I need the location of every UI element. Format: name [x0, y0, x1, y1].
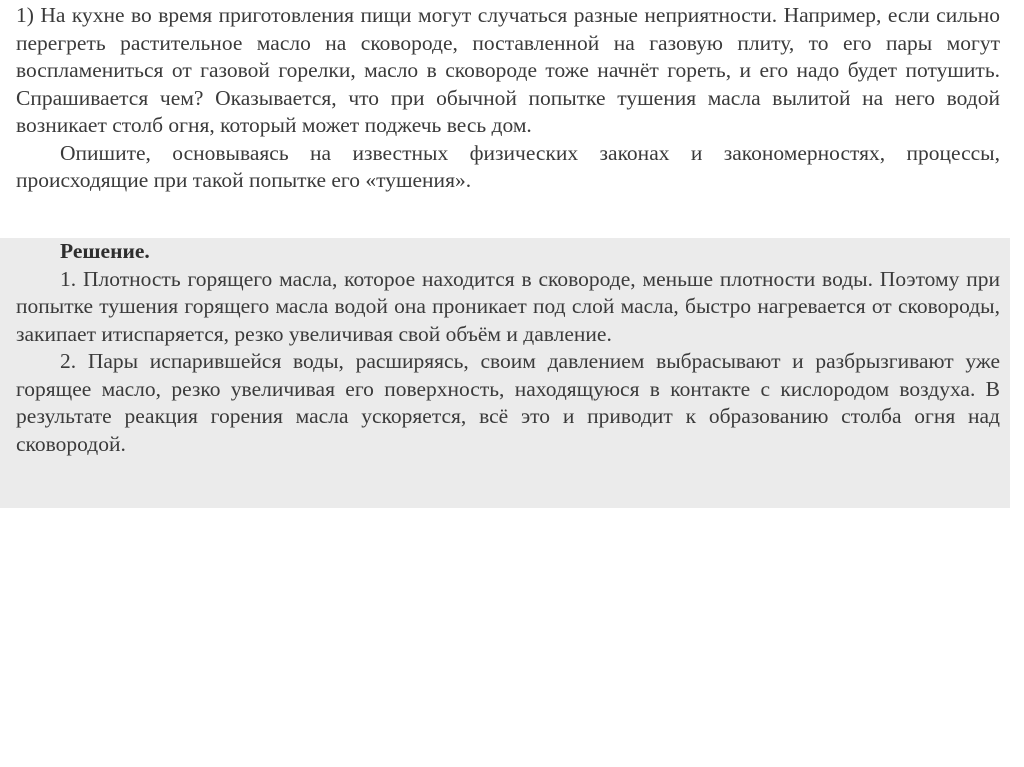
problem-paragraph-2: Опишите, основываясь на известных физических законах и закономерностях, процессы, происходящие при такой попытке его «тушения».: [16, 140, 1000, 192]
problem-statement: [16, 2, 1000, 195]
solution-section: [16, 238, 1000, 458]
solution-heading: Решение.: [60, 239, 150, 263]
solution-point-1: 1. Плотность горящего масла, которое находится в сковороде, меньше плотности воды. Поэтому при попытке тушения горящего масла водой она проникает под слой масла, быстро нагревается от сковороды, закипает итиспаряется, резко увеличивая свой объём и давление.: [16, 266, 1000, 346]
problem-paragraph-1: 1) На кухне во время приготовления пищи могут случаться разные неприятности. Например, если сильно перегреть растительное масло на сковороде, поставленной на газовую плиту, то его пары могут воспламениться от газовой горелки, масло в сковороде тоже начнёт гореть, и его надо будет потушить. Спрашивается чем? Оказывается, что при обычной попытке тушения масла вылитой на него водой возникает столб огня, который может поджечь весь дом.: [16, 3, 1000, 137]
solution-point-2: 2. Пары испарившейся воды, расширяясь, своим давлением выбрасывают и разбрызгивают уже горящее масло, резко увеличивая его поверхность, находящуюся в контакте с кислородом воздуха. В результате реакция горения масла ускоряется, всё это и приводит к образованию столба огня над сковородой.: [16, 349, 1000, 456]
